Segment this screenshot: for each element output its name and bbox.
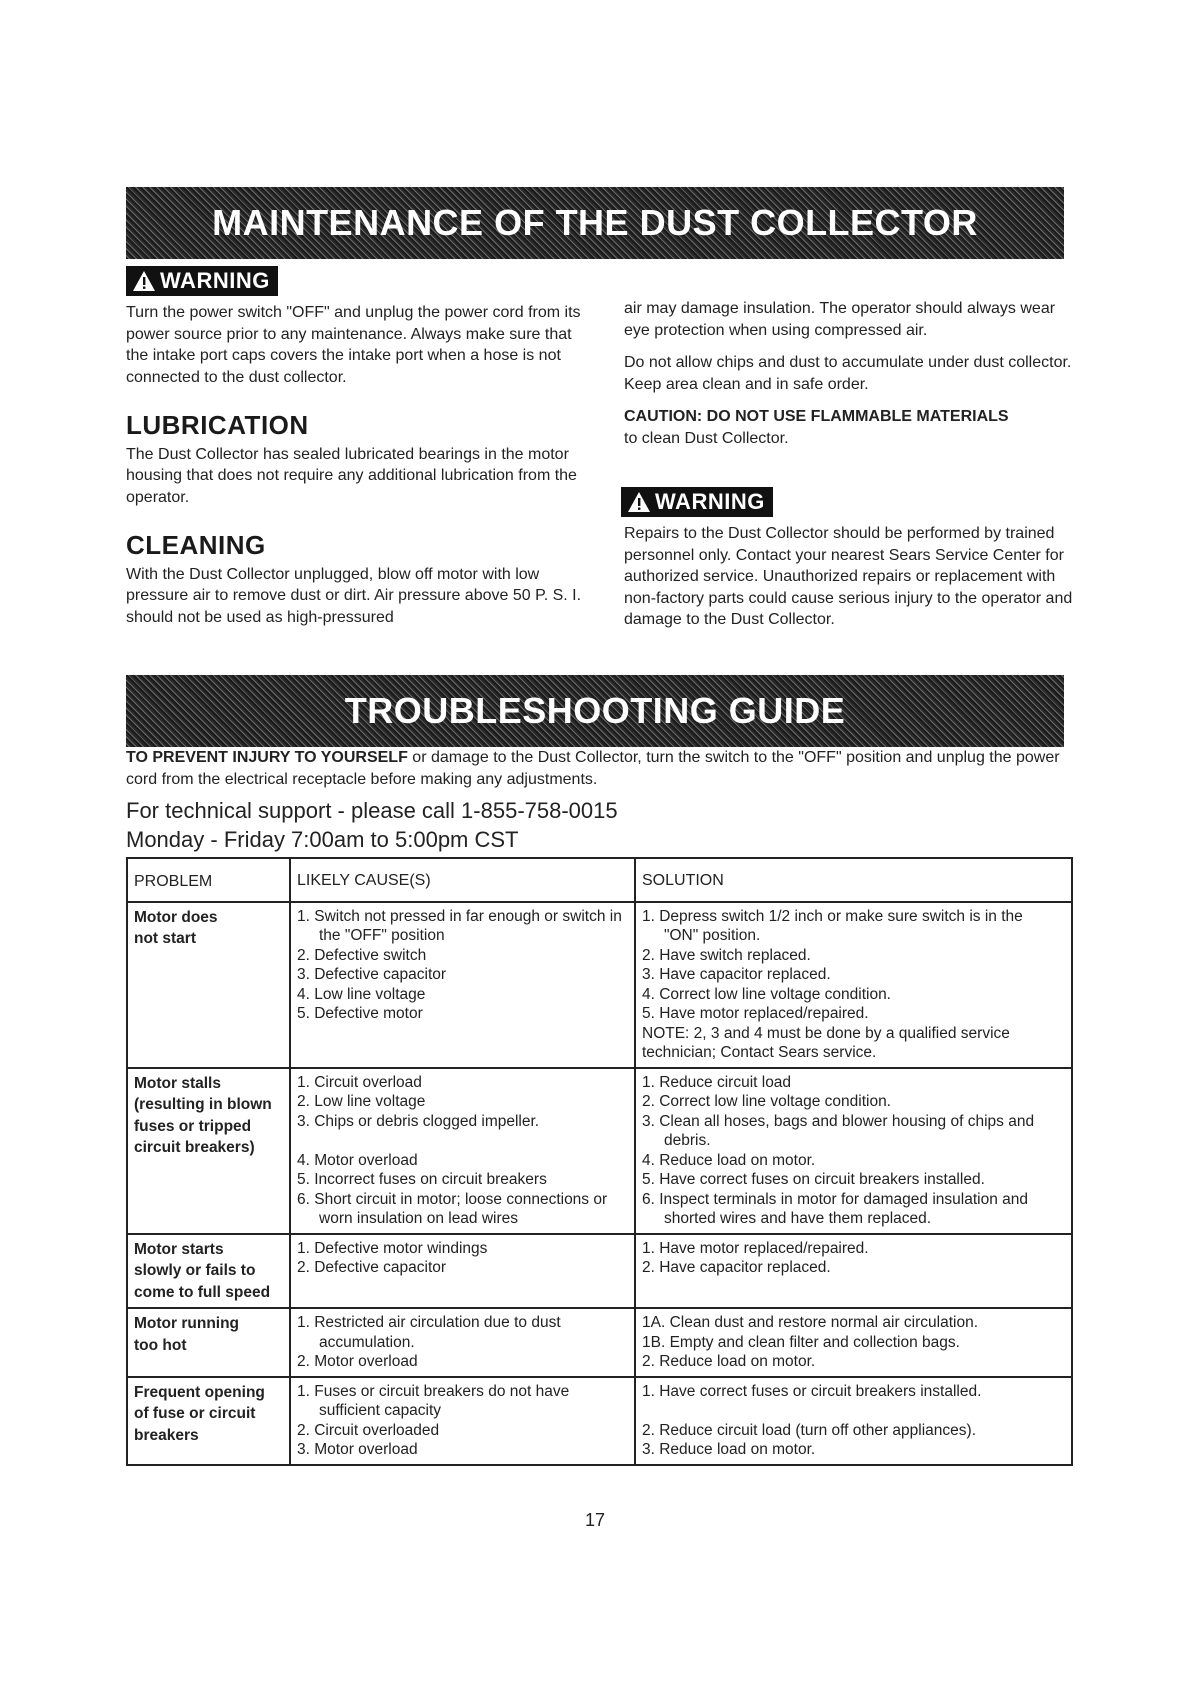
cause-item: 1. Switch not pressed in far enough or switch in the "OFF" position (297, 907, 622, 944)
cleaning-text: With the Dust Collector unplugged, blow off motor with low pressure air to remove dust or dirt. Air pressure above 50 P. S. I. should not be used as high-pressured (126, 565, 582, 626)
cause-item: 4. Motor overload (297, 1151, 418, 1169)
cause-item: 5. Incorrect fuses on circuit breakers (297, 1171, 547, 1188)
cause-item: 3. Defective capacitor (297, 966, 447, 983)
warning-label: WARNING (160, 268, 270, 293)
problem-line: too hot (134, 1336, 187, 1354)
table-row (128, 1235, 1071, 1310)
solution-item: 1. Have motor replaced/repaired. (642, 1239, 869, 1257)
warning-badge (126, 266, 278, 296)
cause-item: 1. Fuses or circuit breakers do not have sufficient capacity (297, 1382, 570, 1419)
solution-item (642, 1401, 1061, 1421)
page-number: 17 (584, 1510, 606, 1530)
intro-text (126, 747, 1066, 790)
problem-cell (128, 903, 291, 1067)
problem-cell (128, 1069, 291, 1233)
solution-item: 2. Have switch replaced. (642, 946, 811, 964)
problem-line: Motor running (134, 1315, 240, 1332)
solution-cell (636, 903, 1067, 1067)
cause-item: 5. Defective motor (297, 1005, 423, 1022)
problem-cell (128, 1378, 291, 1464)
solution-item: 2. Reduce load on motor. (642, 1353, 816, 1370)
solution-cell (636, 1069, 1067, 1233)
solution-cell (636, 1235, 1067, 1308)
solution-item: 4. Correct low line voltage condition. (642, 985, 891, 1003)
problem-line: Motor stalls (134, 1074, 221, 1092)
solution-cell (636, 1309, 1067, 1376)
solution-item: 1. Reduce circuit load (642, 1073, 792, 1091)
caution-bold: CAUTION: DO NOT USE FLAMMABLE MATERIALS (624, 408, 1009, 425)
problem-line: (resulting in blown (134, 1096, 272, 1113)
warning2-text-block (624, 523, 1079, 631)
warning-triangle-icon (627, 491, 651, 513)
problem-line: Frequent opening (134, 1383, 265, 1401)
solution-item: 4. Reduce load on motor. (642, 1151, 816, 1169)
problem-line: come to full speed (134, 1283, 271, 1301)
problem-line: Motor starts (134, 1240, 224, 1258)
hours-line: Monday - Friday 7:00am to 5:00pm CST (126, 827, 519, 852)
warning-text: Turn the power switch "OFF" and unplug the power cord from its power source prior to any maintenance. Always make sure that the intake port caps covers the intake port when a hose is not connected to the dust collector. (126, 304, 581, 386)
cause-item: 1. Defective motor windings (297, 1239, 488, 1257)
header-problem: PROBLEM (128, 859, 291, 901)
table-row (128, 903, 1071, 1069)
caution-rest: to clean Dust Collector. (624, 429, 789, 447)
cause-item (297, 1131, 628, 1151)
maintenance-title: MAINTENANCE OF THE DUST COLLECTOR (212, 202, 978, 243)
cause-item: 2. Defective capacitor (297, 1259, 447, 1276)
cause-item: 1. Restricted air circulation due to dust accumulation. (297, 1314, 561, 1351)
warning2-label: WARNING (655, 489, 765, 514)
intro-rest: or damage to the Dust Collector, turn the switch to the "OFF" position and unplug the power cord from the electrical receptacle before making any adjustments. (126, 749, 1060, 788)
cause-item: 3. Chips or debris clogged impeller. (297, 1112, 540, 1130)
chips-text: Do not allow chips and dust to accumulate under dust collector. Keep area clean and in safe order. (624, 354, 1072, 393)
cause-cell (291, 1309, 636, 1376)
cause-item: 4. Low line voltage (297, 985, 426, 1003)
solution-item: 5. Have correct fuses on circuit breakers installed. (642, 1171, 985, 1188)
lubrication-text: The Dust Collector has sealed lubricated bearings in the motor housing that does not require any additional lubrication from the operator. (126, 445, 577, 506)
solution-item: 1A. Clean dust and restore normal air circulation. (642, 1314, 978, 1331)
solution-item: 6. Inspect terminals in motor for damaged insulation and shorted wires and have them replaced. (642, 1190, 1028, 1227)
header-cause: LIKELY CAUSE(S) (291, 859, 636, 901)
problem-line: circuit breakers) (134, 1139, 255, 1156)
solution-item: 2. Correct low line voltage condition. (642, 1093, 891, 1110)
solution-item: NOTE: 2, 3 and 4 must be done by a qualified service technician; Contact Sears service. (642, 1024, 1010, 1061)
troubleshooting-table (126, 857, 1073, 1466)
cause-item: 2. Motor overload (297, 1353, 418, 1370)
cause-item: 2. Defective switch (297, 946, 427, 964)
warning-triangle-icon (132, 270, 156, 292)
table-row (128, 1309, 1071, 1378)
solution-item: 3. Have capacitor replaced. (642, 966, 831, 983)
cause-item: 2. Circuit overloaded (297, 1421, 440, 1439)
cause-cell (291, 1235, 636, 1308)
problem-line: Motor does (134, 908, 218, 926)
table-header (128, 859, 1071, 903)
support-line: For technical support - please call 1-855-758-0015 (126, 798, 618, 823)
cause-item: 2. Low line voltage (297, 1093, 426, 1110)
left-column (126, 302, 596, 628)
solution-item: 1B. Empty and clean filter and collection bags. (642, 1333, 960, 1351)
cause-item: 3. Motor overload (297, 1441, 418, 1458)
solution-item: 1. Depress switch 1/2 inch or make sure switch is in the "ON" position. (642, 907, 1023, 944)
lubrication-heading: LUBRICATION (126, 410, 309, 440)
warning2-text: Repairs to the Dust Collector should be performed by trained personnel only. Contact your nearest Sears Service Center for authorized service. Unauthorized repairs or replacement with non-factory parts could cause serious injury to the operator and damage to the Dust Collector. (624, 525, 1073, 628)
problem-cell (128, 1309, 291, 1376)
intro-bold: TO PREVENT INJURY TO YOURSELF (126, 749, 408, 766)
solution-item: 2. Have capacitor replaced. (642, 1259, 831, 1276)
problem-line: breakers (134, 1426, 199, 1444)
solution-item: 1. Have correct fuses or circuit breakers installed. (642, 1382, 982, 1400)
cause-cell (291, 1069, 636, 1233)
maintenance-banner (126, 187, 1064, 259)
problem-line: fuses or tripped (134, 1117, 252, 1135)
caution-text (624, 406, 1079, 449)
solution-item: 2. Reduce circuit load (turn off other appliances). (642, 1421, 977, 1439)
problem-line: of fuse or circuit (134, 1405, 256, 1422)
cause-item: 1. Circuit overload (297, 1073, 422, 1091)
cleaning-heading: CLEANING (126, 530, 266, 560)
header-solution: SOLUTION (642, 872, 724, 889)
problem-cell (128, 1235, 291, 1308)
cleaning-continued: air may damage insulation. The operator should always wear eye protection when using compressed air. (624, 300, 1056, 339)
solution-item: 5. Have motor replaced/repaired. (642, 1005, 869, 1022)
problem-line: not start (134, 930, 196, 947)
right-column (624, 298, 1079, 449)
table-row (128, 1069, 1071, 1235)
problem-line: slowly or fails to (134, 1262, 256, 1279)
troubleshooting-banner (126, 675, 1064, 747)
solution-item: 3. Reduce load on motor. (642, 1441, 816, 1458)
solution-cell (636, 1378, 1067, 1464)
troubleshooting-title: TROUBLESHOOTING GUIDE (344, 690, 846, 731)
warning-badge-2 (621, 487, 773, 517)
cause-cell (291, 903, 636, 1067)
cause-cell (291, 1378, 636, 1464)
table-body (128, 903, 1071, 1464)
table-row (128, 1378, 1071, 1464)
cause-item: 6. Short circuit in motor; loose connections or worn insulation on lead wires (297, 1190, 608, 1227)
solution-item: 3. Clean all hoses, bags and blower housing of chips and debris. (642, 1112, 1035, 1149)
troubleshooting-intro (126, 747, 1066, 854)
